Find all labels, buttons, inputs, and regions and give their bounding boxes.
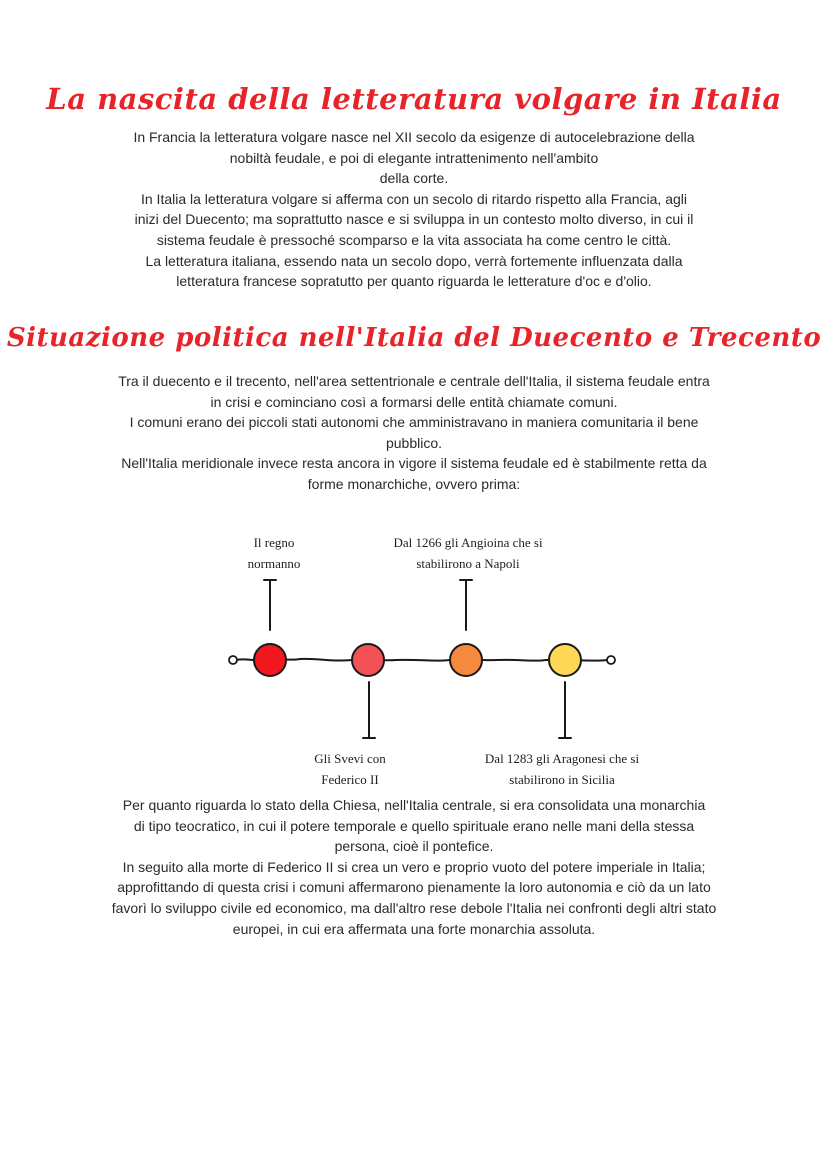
label-line: Gli Svevi con (314, 751, 386, 766)
text-line: di tipo teocratico, in cui il potere temporale e quello spirituale erano nelle mani della stessa (133, 817, 695, 834)
timeline-start-dot (229, 656, 237, 664)
text-line: pubblico. (385, 434, 443, 451)
text-line: della corte. (379, 170, 449, 187)
timeline-end-dot (607, 656, 615, 664)
section-title-nascita: La nascita della letteratura volgare in Italia (46, 82, 782, 116)
label-line: stabilirono in Sicilia (509, 772, 615, 787)
connector-stem (460, 580, 472, 630)
text-line: In Italia la letteratura volgare si afferma con un secolo di ritardo rispetto alla Francia, agli (140, 190, 688, 207)
text-line: sistema feudale è pressoché scomparso e la vita associata ha come centro le città. (156, 231, 672, 248)
text-line: Per quanto riguarda lo stato della Chiesa, nell'Italia centrale, si era consolidata una monarchia (122, 797, 706, 813)
politics-paragraph (80, 371, 748, 495)
text-line: favorì lo sviluppo civile ed economico, ma dall'altro rese debole l'Italia nei confronti degli altri stato (111, 899, 717, 916)
timeline-label-normanni (222, 532, 326, 574)
intro-paragraph (94, 127, 734, 292)
label-line: Dal 1283 gli Aragonesi che si (484, 751, 640, 766)
timeline-label-angioini (373, 532, 563, 574)
label-line: Dal 1266 gli Angioina che si (393, 535, 543, 550)
text-line: persona, cioè il pontefice. (334, 838, 494, 855)
text-line: In seguito alla morte di Federico II si crea un vero e proprio vuoto del potere imperiale in Italia; (122, 858, 706, 875)
timeline-node-svevi (352, 644, 384, 676)
timeline-label-svevi (295, 748, 405, 790)
label-line: normanno (247, 556, 301, 571)
text-line: La letteratura italiana, essendo nata un secolo dopo, verrà fortemente influenzata dalla (145, 252, 683, 269)
text-line: Tra il duecento e il trecento, nell'area settentrionale e centrale dell'Italia, il sistema feudale entra (118, 373, 710, 389)
timeline-diagram (200, 520, 670, 800)
timeline-node-angioini (450, 644, 482, 676)
label-line: Federico II (321, 772, 379, 787)
church-paragraph (80, 795, 748, 939)
label-line: stabilirono a Napoli (416, 556, 520, 571)
connector-stem (559, 682, 571, 738)
text-line: I comuni erano dei piccoli stati autonomi che amministravano in maniera comunitaria il bene (129, 414, 699, 431)
text-line: letteratura francese sopratutto per quanto riguarda le letterature d'oc e d'olio. (176, 273, 652, 290)
text-line: nobiltà feudale, e poi di elegante intrattenimento nell'ambito (229, 149, 599, 166)
text-line: Nell'Italia meridionale invece resta ancora in vigore il sistema feudale ed è stabilmente retta da (121, 455, 707, 472)
timeline-label-aragonesi (462, 748, 662, 790)
text-line: europei, in cui era affermata una forte monarchia assoluta. (232, 920, 596, 937)
section-title-situazione: Situazione politica nell'Italia del Duecento e Trecento (6, 323, 822, 353)
timeline-node-aragonesi (549, 644, 581, 676)
text-line: inizi del Duecento; ma soprattutto nasce e si sviluppa in un contesto molto diverso, in cui il (134, 211, 694, 228)
text-line: In Francia la letteratura volgare nasce nel XII secolo da esigenze di autocelebrazione della (133, 129, 695, 145)
timeline-node-normanni (254, 644, 286, 676)
text-line: forme monarchiche, ovvero prima: (307, 475, 521, 492)
text-line: in crisi e cominciano così a formarsi delle entità chiamate comuni. (210, 393, 618, 410)
label-line: Il regno (253, 535, 295, 550)
connector-stem (363, 682, 375, 738)
connector-stem (264, 580, 276, 630)
text-line: approfittando di questa crisi i comuni affermarono pienamente la loro autonomia e ciò da un lato (117, 879, 711, 896)
